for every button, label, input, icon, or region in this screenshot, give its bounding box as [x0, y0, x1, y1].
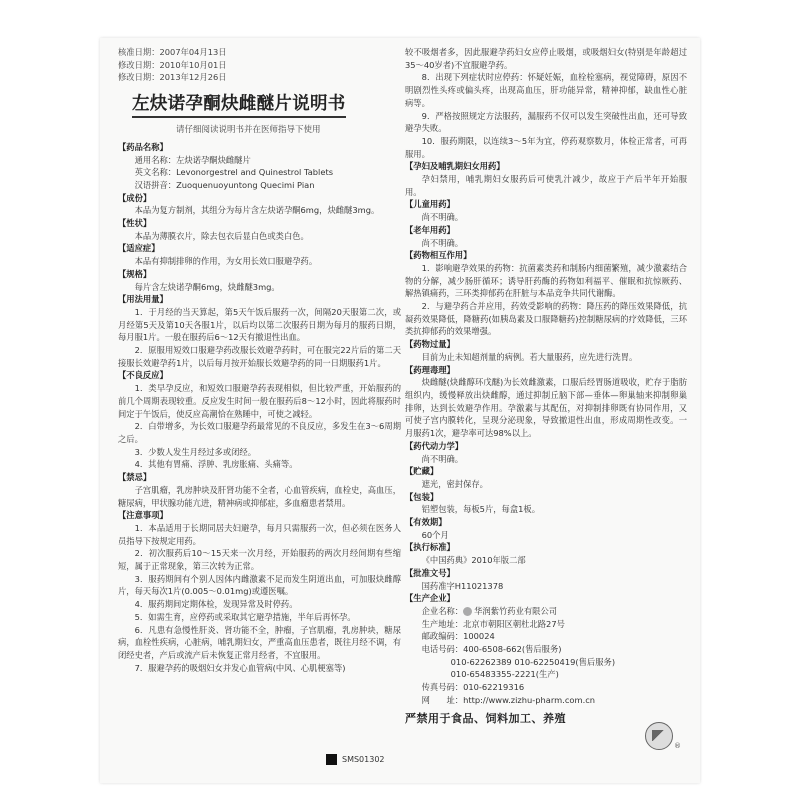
paragraph: 60个月	[421, 529, 449, 540]
paragraph: 7．服避孕药的吸烟妇女并发心血管病(中风、心肌梗塞等)	[134, 662, 346, 673]
paragraph: 8．出现下列症状时应停药：怀疑妊娠，血栓栓塞病，视觉障碍，原因不明剧烈性头疼或偏头疼，出现高血压，肝功能异常，精神抑郁，缺血性心脏病等。	[405, 72, 687, 108]
document-subtitle: 请仔细阅读说明书并在医师指导下使用	[176, 125, 321, 136]
paragraph: 3．少数人发生月经过多或闭经。	[134, 446, 257, 457]
paragraph: 4．服药期间定期体检，发现异常及时停药。	[134, 599, 298, 610]
company-fax: 传真号码：010-62219316	[421, 682, 525, 693]
left-column	[118, 46, 401, 674]
paragraph: 炔雌醚(炔雌醇环戊醚)为长效雌激素，口服后经胃肠道吸收，贮存于脂肪组织内，缓慢释放出炔雌醇，通过抑制丘脑下部—垂体—卵巢轴来抑制卵巢排卵，达到长效避孕作用。孕激素与其配伍，对抑制排卵既有协同作用，又可使子宫内膜转化，呈现分泌现象，导致撤退性出血，形成周期性改变。一月服药1次，避孕率可达98%以上。	[405, 377, 687, 439]
paragraph: 铝塑包装，每板5片，每盒1板。	[421, 504, 541, 515]
section-heading: 【规格】	[118, 268, 152, 279]
paragraph: 3．服药期间有个别人因体内雌激素不足而发生阴道出血，可加服炔雌醇片，每天每次1片(0.005～0.01mg)或遵医嘱。	[118, 573, 401, 597]
section-heading: 【包装】	[405, 491, 439, 502]
section-heading: 【药物相互作用】	[405, 250, 472, 261]
prohibition-notice: 严禁用于食品、饲料加工、养殖	[405, 711, 566, 725]
company-info	[405, 605, 687, 707]
paragraph: 2．原服用短效口服避孕药改服长效避孕药时，可在服完22片后的第二天接服长效避孕药1片，以后每月按开始服长效避孕药的同一日期服药1片。	[118, 345, 401, 368]
paragraph: 本品为薄膜衣片，除去包衣后显白色或类白色。	[134, 230, 309, 241]
document-title: 左炔诺孕酮炔雌醚片说明书	[132, 92, 346, 118]
section-heading: 【注意事项】	[118, 510, 168, 521]
paragraph: 尚不明确。	[421, 453, 464, 464]
company-phone: 电话号码：400-6508-662(售后服务)	[421, 644, 562, 655]
field-line: 英文名称：Levonorgestrel and Quinestrol Tablets	[134, 167, 334, 178]
paragraph: 1．影响避孕效果的药物：抗菌素类药和制肠内细菌繁殖，减少激素结合物的分解，减少肠肝循环；诱导肝药酶的药物如利福平、催眠和抗惊厥药、解热镇痛药，三环类抑郁药在肝脏与本品竞争共同代谢酶。	[405, 262, 687, 299]
section-heading: 【不良反应】	[118, 370, 168, 381]
section-heading: 【批准文号】	[405, 567, 455, 578]
section-heading: 【适应症】	[118, 243, 160, 254]
section-heading: 【有效期】	[405, 517, 447, 528]
paragraph: 9．严格按照规定方法服药，漏服药不仅可以发生突破性出血，还可导致避孕失败。	[405, 110, 687, 134]
section-heading: 【执行标准】	[405, 542, 455, 553]
right-body	[405, 46, 687, 605]
company-address: 生产地址：北京市朝阳区朝杜北路27号	[421, 618, 565, 629]
registered-mark: ®	[674, 742, 681, 750]
section-heading: 【禁忌】	[118, 472, 152, 483]
paragraph: 较不吸烟者多，因此服避孕药妇女应停止吸烟，或吸烟妇女(特别是年龄超过35～40岁者)不宜服避孕药。	[405, 47, 687, 70]
paragraph: 2．初次服药后10～15天来一次月经，开始服药的两次月经间期有些缩短，属于正常现象，第三次转为正常。	[118, 548, 401, 572]
paragraph: 5．如需生育，应停药或采取其它避孕措施，半年后再怀孕。	[134, 611, 356, 622]
section-heading: 【老年用药】	[405, 224, 455, 235]
company-zip: 邮政编码：100024	[421, 631, 495, 642]
paragraph: 2．白带增多，为长效口服避孕药最常见的不良反应，多发生在3～6周期之后。	[118, 421, 401, 444]
company-website: 网 址：http://www.zizhu-pharm.com.cn	[421, 694, 596, 705]
brand-logo-icon	[645, 722, 673, 750]
paragraph: 1．于月经的当天算起，第5天午饭后服药一次，间隔20天服第二次，或月经第5天及第10天各服1片，以后均以第二次服药日期为每月的服药日期，每月服1片。一般在服药后6～12天有撤退性出血。	[118, 306, 401, 343]
section-heading: 【孕妇及哺乳期妇女用药】	[405, 161, 505, 172]
paragraph: 4．其他有胃痛、浮肿、乳房胀痛、头痛等。	[134, 459, 298, 470]
right-column	[405, 46, 687, 725]
company-name: 企业名称： 华润紫竹药业有限公司	[421, 605, 558, 616]
paragraph: 每片含左炔诺孕酮6mg，炔雌醚3mg。	[134, 281, 280, 292]
revision-date-2: 修改日期：2013年12月26日	[118, 72, 227, 83]
paragraph: 1．本品适用于长期同居夫妇避孕，每月只需服药一次，但必须在医务人员指导下按规定用药。	[118, 522, 401, 546]
section-heading: 【性状】	[118, 218, 152, 229]
paragraph: 目前为止未知超剂量的病例。若大量服药，应先进行洗胃。	[421, 351, 638, 362]
print-code: SMS01302	[342, 755, 385, 764]
revision-date-1: 修改日期：2010年10月01日	[118, 59, 227, 70]
section-heading: 【生产企业】	[405, 593, 455, 604]
paragraph: 国药准字H11021378	[421, 580, 504, 591]
instruction-sheet	[100, 38, 700, 783]
paragraph: 本品有抑制排卵的作用，为女用长效口服避孕药。	[134, 256, 318, 267]
section-heading: 【药理毒理】	[405, 364, 455, 375]
approval-date: 核准日期：2007年04月13日	[118, 47, 227, 57]
section-heading: 【贮藏】	[405, 466, 439, 477]
paragraph: 孕妇禁用，哺乳期妇女服药后可使乳汁减少，故应于产后半年开始服用。	[405, 174, 687, 197]
company-logo-icon	[463, 607, 472, 616]
paragraph: 子宫肌瘤，乳房肿块及肝肾功能不全者，心血管疾病，血栓史，高血压，糖尿病，甲状腺功能亢进，精神病或抑郁症，多血瘤患者禁用。	[118, 484, 401, 508]
paragraph: 2．与避孕药合并应用，药效受影响的药物：降压药的降压效果降低，抗凝药效果降低，降糖药(如胰岛素及口服降糖药)控制糖尿病的疗效降低，三环类抗抑郁药的效果增强。	[405, 301, 687, 337]
paragraph: 6．凡患有急慢性肝炎、肾功能不全，肿瘤，子宫肌瘤，乳房肿块，糖尿病，血栓性疾病，心脏病，哺乳期妇女，严重高血压患者，既往月经不调，有闭经史者，产后或流产后未恢复正常月经者，不宜服用。	[118, 624, 401, 660]
paragraph: 《中国药典》2010年版二部	[421, 555, 526, 566]
paragraph: 尚不明确。	[421, 212, 464, 223]
barcode-icon	[326, 754, 337, 765]
paragraph: 1．类早孕反应，和短效口服避孕药表现相似，但比较严重，开始服药的前几个周期表现较重。反应发生时间一般在服药后8～12小时，因此将服药时间定于午饭后，使反应高潮恰在熟睡中，可使之减轻。	[118, 383, 401, 419]
left-body	[118, 141, 401, 675]
paragraph: 10．服药期限，以连续3～5年为宜，停药观察数月，体检正常者，可再服用。	[405, 135, 687, 159]
paragraph: 遮光，密封保存。	[421, 478, 488, 489]
field-line: 通用名称：左炔诺孕酮炔雌醚片	[134, 154, 251, 165]
section-heading: 【药代动力学】	[405, 440, 464, 451]
paragraph: 尚不明确。	[421, 237, 464, 248]
company-phone-2: 010-62262389 010-62250419(售后服务)	[450, 656, 616, 667]
section-heading: 【药物过量】	[405, 339, 455, 350]
paragraph: 本品为复方制剂，其组分为每片含左炔诺孕酮6mg，炔雌醚3mg。	[134, 205, 380, 216]
field-line: 汉语拼音：Zuoquenuoyuntong Quecimi Pian	[134, 179, 315, 190]
section-heading: 【成份】	[118, 192, 152, 203]
section-heading: 【药品名称】	[118, 141, 168, 152]
section-heading: 【用法用量】	[118, 294, 168, 305]
section-heading: 【儿童用药】	[405, 199, 455, 210]
company-phone-3: 010-65483355-2221(生产)	[450, 669, 559, 680]
